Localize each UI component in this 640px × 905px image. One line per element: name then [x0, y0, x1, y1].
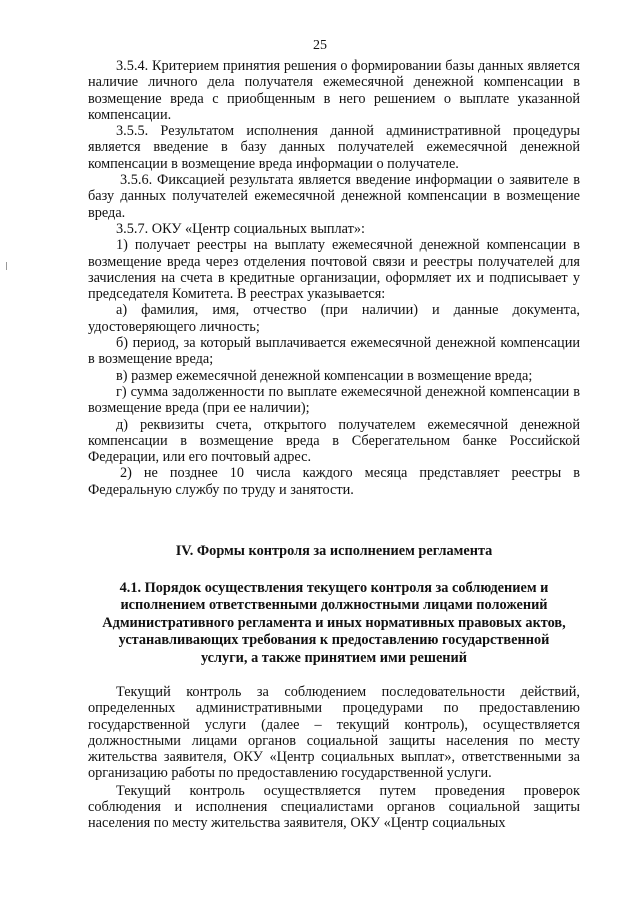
section-3-5-body: [88, 58, 580, 498]
paragraph-item-1: 1) получает реестры на выплату ежемесячной денежной компенсации в возмещение вреда через отделения почтовой связи и реестры получателей для зачисления на счета в кредитные организации, оформляет их и подписывает у председателя Комитета. В реестрах указывается:: [88, 237, 580, 303]
paragraph-item-g: г) сумма задолженности по выплате ежемесячной денежной компенсации в возмещение вреда (при ее наличии);: [88, 383, 580, 417]
paragraph-item-a: а) фамилия, имя, отчество (при наличии) и данные документа, удостоверяющего личность;: [88, 302, 580, 335]
paragraph-item-d: д) реквизиты счета, открытого получателем ежемесячной денежной компенсации в возмещение вреда в Сберегательном банке Российской Федерации, или его почтовый адрес.: [88, 416, 580, 466]
paragraph-item-v: в) размер ежемесячной денежной компенсации в возмещение вреда;: [116, 367, 533, 384]
paragraph-3-5-5: 3.5.5. Результатом исполнения данной административной процедуры является введение в базу данных получателей ежемесячной денежной компенсации в возмещение вреда информации о получателе.: [88, 123, 580, 172]
margin-mark: [6, 262, 7, 270]
paragraph-3-5-6: 3.5.6. Фиксацией результата является введение информации о заявителе в базу данных получателей ежемесячной денежной компенсации в возмещение вреда.: [88, 172, 580, 221]
paragraph-3-5-4: 3.5.4. Критерием принятия решения о формировании базы данных является наличие личного дела получателя ежемесячной денежной компенсации в возмещение вреда с приобщенным в него решением о выплате указанной компенсации.: [88, 58, 580, 123]
paragraph-item-b: б) период, за который выплачивается ежемесячной денежной компенсации в возмещение вреда;: [88, 335, 580, 368]
paragraph-3-5-7: 3.5.7. ОКУ «Центр социальных выплат»:: [116, 220, 366, 237]
page-number: 25: [313, 38, 327, 53]
paragraph-current-control-method: Текущий контроль осуществляется путем проведения проверок соблюдения и исполнения специалистами органов социальной защиты населения по месту жительства заявителя, ОКУ «Центр социальных: [88, 782, 580, 832]
paragraph-current-control-definition: Текущий контроль за соблюдением последовательности действий, определенных административными процедурами по предоставлению государственной услуги (далее – текущий контроль), осуществляется должностными лицами органов социальной защиты населения по месту жительства заявителя, ОКУ «Центр социальных выплат», ответственными за организацию работы по предоставлению государственной услуги.: [88, 684, 580, 782]
section-4-1-heading: 4.1. Порядок осуществления текущего контроля за соблюдением и исполнением ответственными должностными лицами положений Административного регламента и иных нормативных правовых актов, устанавливающих требования к предоставлению государственной услуги, а также принятием ими решений: [102, 580, 566, 666]
paragraph-item-2: 2) не позднее 10 числа каждого месяца представляет реестры в Федеральную службу по труду и занятости.: [88, 465, 580, 498]
section-4-1-body: [88, 684, 580, 832]
section-iv-heading: IV. Формы контроля за исполнением регламента: [175, 543, 493, 559]
